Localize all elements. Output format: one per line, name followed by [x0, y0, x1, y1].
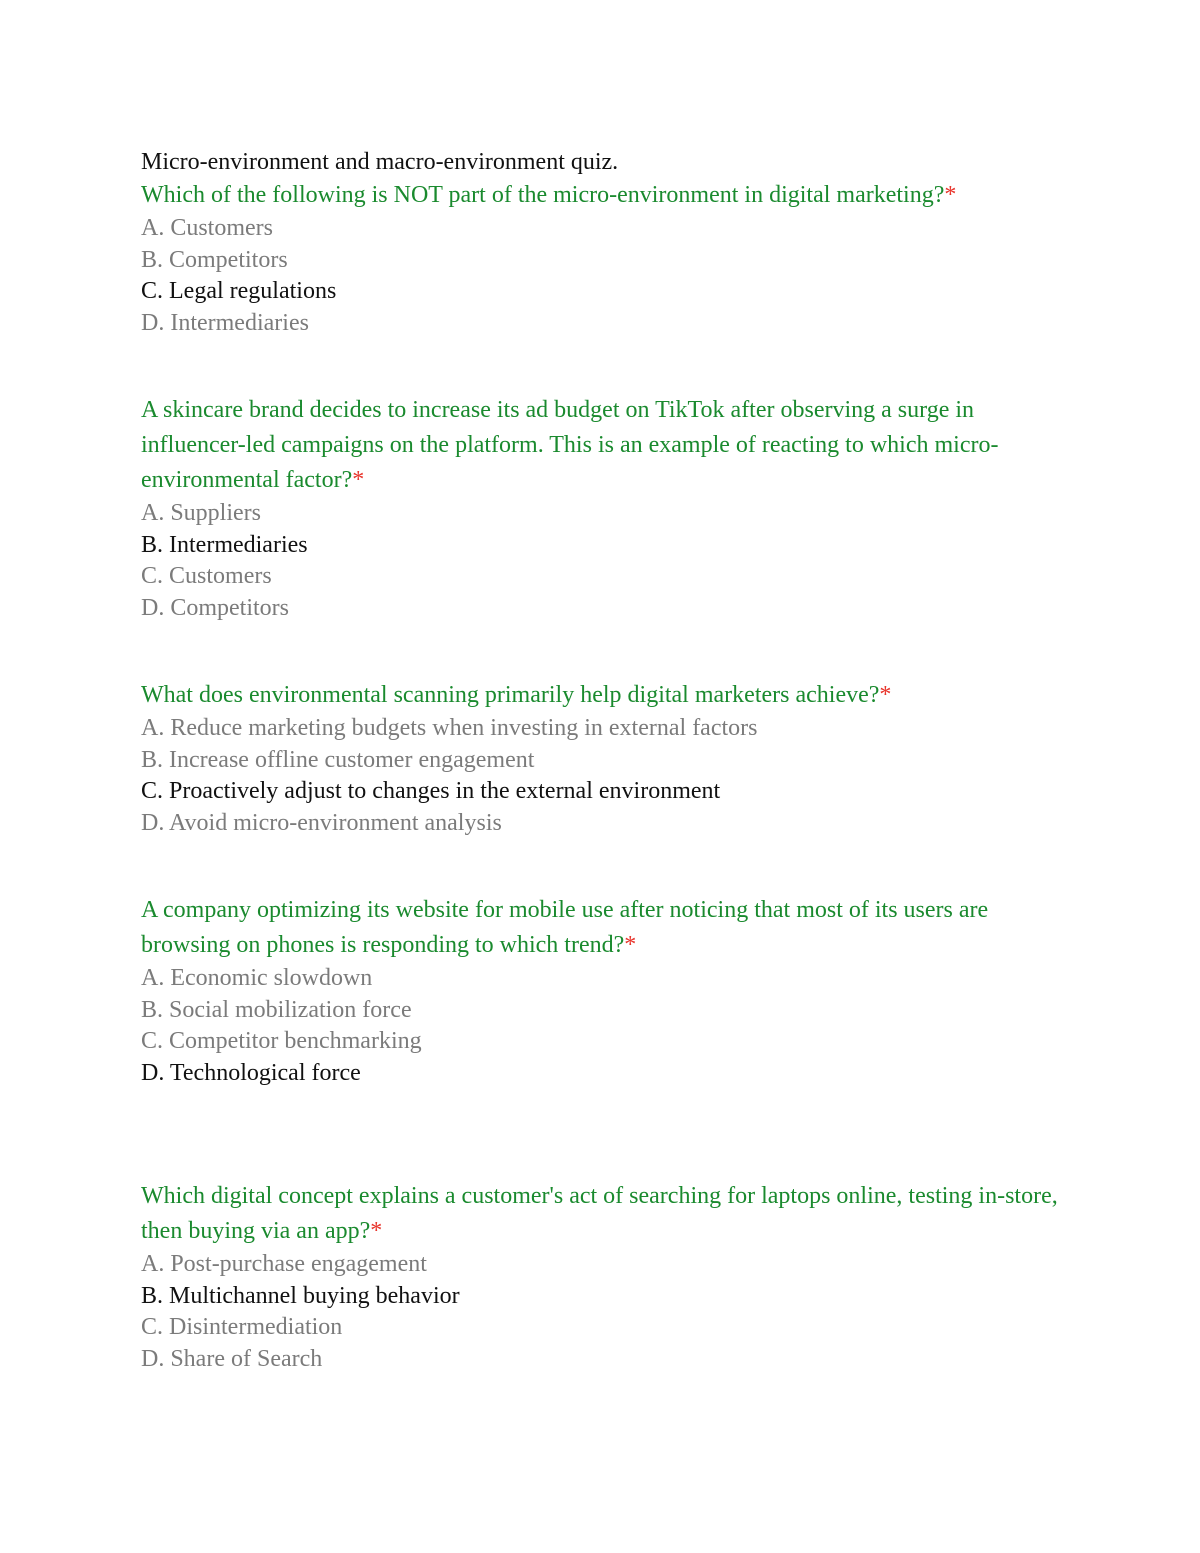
- question-text: [141, 178, 1061, 213]
- question-label: Which digital concept explains a customer's act of searching for laptops online, testing in-store, then buying via an app?: [141, 1183, 1058, 1244]
- question-text: [141, 393, 1061, 498]
- required-mark: *: [879, 682, 892, 708]
- option-item: D. Competitors: [141, 594, 289, 621]
- option-item: B. Competitors: [141, 246, 288, 273]
- option-item: B. Increase offline customer engagement: [141, 746, 535, 773]
- question-label: Which of the following is NOT part of the micro-environment in digital marketing?: [141, 182, 945, 208]
- question-text: [141, 1179, 1061, 1249]
- question-block: [141, 393, 1061, 624]
- quiz-document: [141, 146, 1061, 1375]
- question-block: [141, 678, 1061, 839]
- option-item: A. Economic slowdown: [141, 965, 373, 991]
- required-mark: *: [352, 467, 365, 493]
- question-block: [141, 1179, 1061, 1375]
- option-item: C. Competitor benchmarking: [141, 1028, 422, 1054]
- question-label: A skincare brand decides to increase its ad budget on TikTok after observing a surge in influencer-led campaigns on the platform. This is an example of reacting to which micro-environmental factor?: [141, 397, 999, 493]
- option-item: D. Avoid micro-environment analysis: [141, 809, 502, 836]
- option-list: [141, 498, 1061, 624]
- question-text: [141, 678, 1061, 713]
- option-list: [141, 1249, 1061, 1375]
- option-item-correct: D. Technological force: [141, 1059, 361, 1086]
- question-label: What does environmental scanning primarily help digital marketers achieve?: [141, 682, 880, 708]
- option-item-correct: C. Proactively adjust to changes in the external environment: [141, 778, 721, 804]
- option-list: [141, 213, 1061, 339]
- option-list: [141, 713, 1061, 839]
- option-item: D. Share of Search: [141, 1345, 323, 1372]
- question-label: A company optimizing its website for mobile use after noticing that most of its users are browsing on phones is responding to which trend?: [141, 897, 989, 958]
- option-item: C. Customers: [141, 563, 272, 589]
- page-title: Micro-environment and macro-environment quiz.: [141, 149, 619, 175]
- option-item: C. Disintermediation: [141, 1314, 343, 1340]
- question-text: [141, 893, 1061, 963]
- option-item: A. Suppliers: [141, 500, 261, 526]
- option-item: A. Customers: [141, 215, 273, 241]
- question-block: [141, 893, 1061, 1089]
- option-item-correct: C. Legal regulations: [141, 278, 337, 304]
- question-block: [141, 178, 1061, 339]
- option-item: D. Intermediaries: [141, 309, 309, 336]
- required-mark: *: [944, 182, 957, 208]
- option-item-correct: B. Multichannel buying behavior: [141, 1282, 460, 1309]
- option-list: [141, 963, 1061, 1089]
- option-item: A. Post-purchase engagement: [141, 1251, 427, 1277]
- required-mark: *: [624, 932, 637, 958]
- option-item: A. Reduce marketing budgets when investing in external factors: [141, 715, 758, 741]
- option-item-correct: B. Intermediaries: [141, 531, 308, 558]
- required-mark: *: [370, 1218, 383, 1244]
- option-item: B. Social mobilization force: [141, 996, 412, 1023]
